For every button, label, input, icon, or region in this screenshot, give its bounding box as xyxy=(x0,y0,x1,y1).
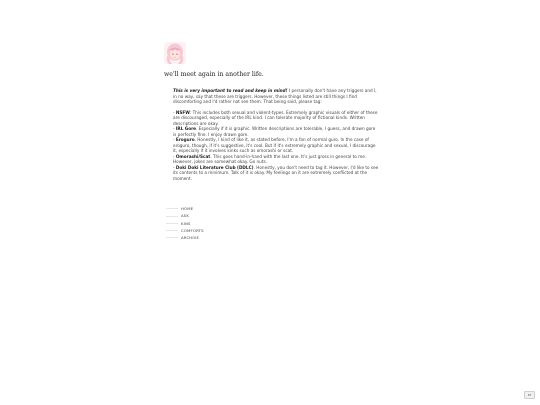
nav-line xyxy=(166,216,178,217)
nav-label: ASK xyxy=(181,213,190,219)
tag-text: . Honestly, you don't need to tag it. However, I'd like to see its contents to a minimum. Talk of it is okay. My feelings on it are extremely conflicted at the moment. xyxy=(173,164,379,181)
nav-link-comforts[interactable] xyxy=(166,227,226,234)
nav-label: KINS xyxy=(181,220,191,226)
tag-prefix: - xyxy=(173,153,176,159)
anime-girl-avatar-icon xyxy=(164,42,186,64)
tag-text: . Honestly, I kind of like it, as stated before, I'm a fan of normal guro. In the case of eroguro, though, if it's suggestive, it's cool. But if it's extremely graphic and sexual, I discourage it, especially if it involves kinks such as omorashi or scat. xyxy=(173,137,376,153)
nav-line xyxy=(166,208,178,209)
avatar[interactable] xyxy=(164,42,186,64)
tag-item-eroguro xyxy=(173,137,379,154)
main-nav xyxy=(166,205,226,241)
nav-line xyxy=(166,237,178,238)
tag-item-ddlc xyxy=(173,165,379,182)
tag-item-omorashi-scat xyxy=(173,154,379,165)
tag-prefix: - xyxy=(173,164,176,170)
tag-term: Omorashi/Scat xyxy=(175,153,211,159)
tag-item-nsfw xyxy=(173,110,379,127)
nav-link-archive[interactable] xyxy=(166,234,226,241)
tag-term: NSFW xyxy=(175,109,190,115)
nav-label: COMFORTS xyxy=(181,228,204,234)
tag-text: : This includes both sexual and violent-types. Extremely graphic visuals of either of these are discouraged, especially of the IRL kind. I can tolerate majority of fictional kinds. Written descriptions are okay. xyxy=(173,109,378,126)
tag-text: . This goes hand-in-hand with the last one. It's just gross in general to me. However, jokes are somewhat okay. Go nuts. xyxy=(173,153,367,164)
tag-item-irl-gore xyxy=(173,126,379,137)
nav-link-ask[interactable] xyxy=(166,212,226,219)
nav-label: ARCHIVE xyxy=(181,235,200,241)
intro-emphasis: This is very important to read and keep in mind! xyxy=(173,88,288,93)
tag-prefix: - xyxy=(173,126,176,131)
tag-prefix: - xyxy=(173,137,176,142)
tag-term: Doki Doki Literature Club (DDLC) xyxy=(175,164,254,170)
nav-link-kins[interactable] xyxy=(166,220,226,227)
corner-badge[interactable]: KT xyxy=(524,391,535,399)
nav-line xyxy=(166,230,178,231)
tag-term: Eroguro xyxy=(175,137,195,142)
nav-line xyxy=(166,223,178,224)
tag-prefix: - xyxy=(173,109,176,115)
blog-title: we'll meet again in another life. xyxy=(164,71,264,78)
blog-description xyxy=(173,88,379,181)
nav-label: HOME xyxy=(181,206,194,212)
tag-term: IRL Gore xyxy=(175,126,196,131)
nav-link-home[interactable] xyxy=(166,205,226,212)
description-intro xyxy=(173,88,379,105)
intro-text: I personally don't have any triggers and I, in no way, say that these are triggers. However, these things listed are still things I find discomforting and I'd rather not see them. That being said, please tag: xyxy=(173,88,377,104)
tag-text: . Especially if it is graphic. Written descriptions are tolerable, I guess, and drawn gore is perfectly fine. I enjoy drawn gore. xyxy=(173,126,376,137)
